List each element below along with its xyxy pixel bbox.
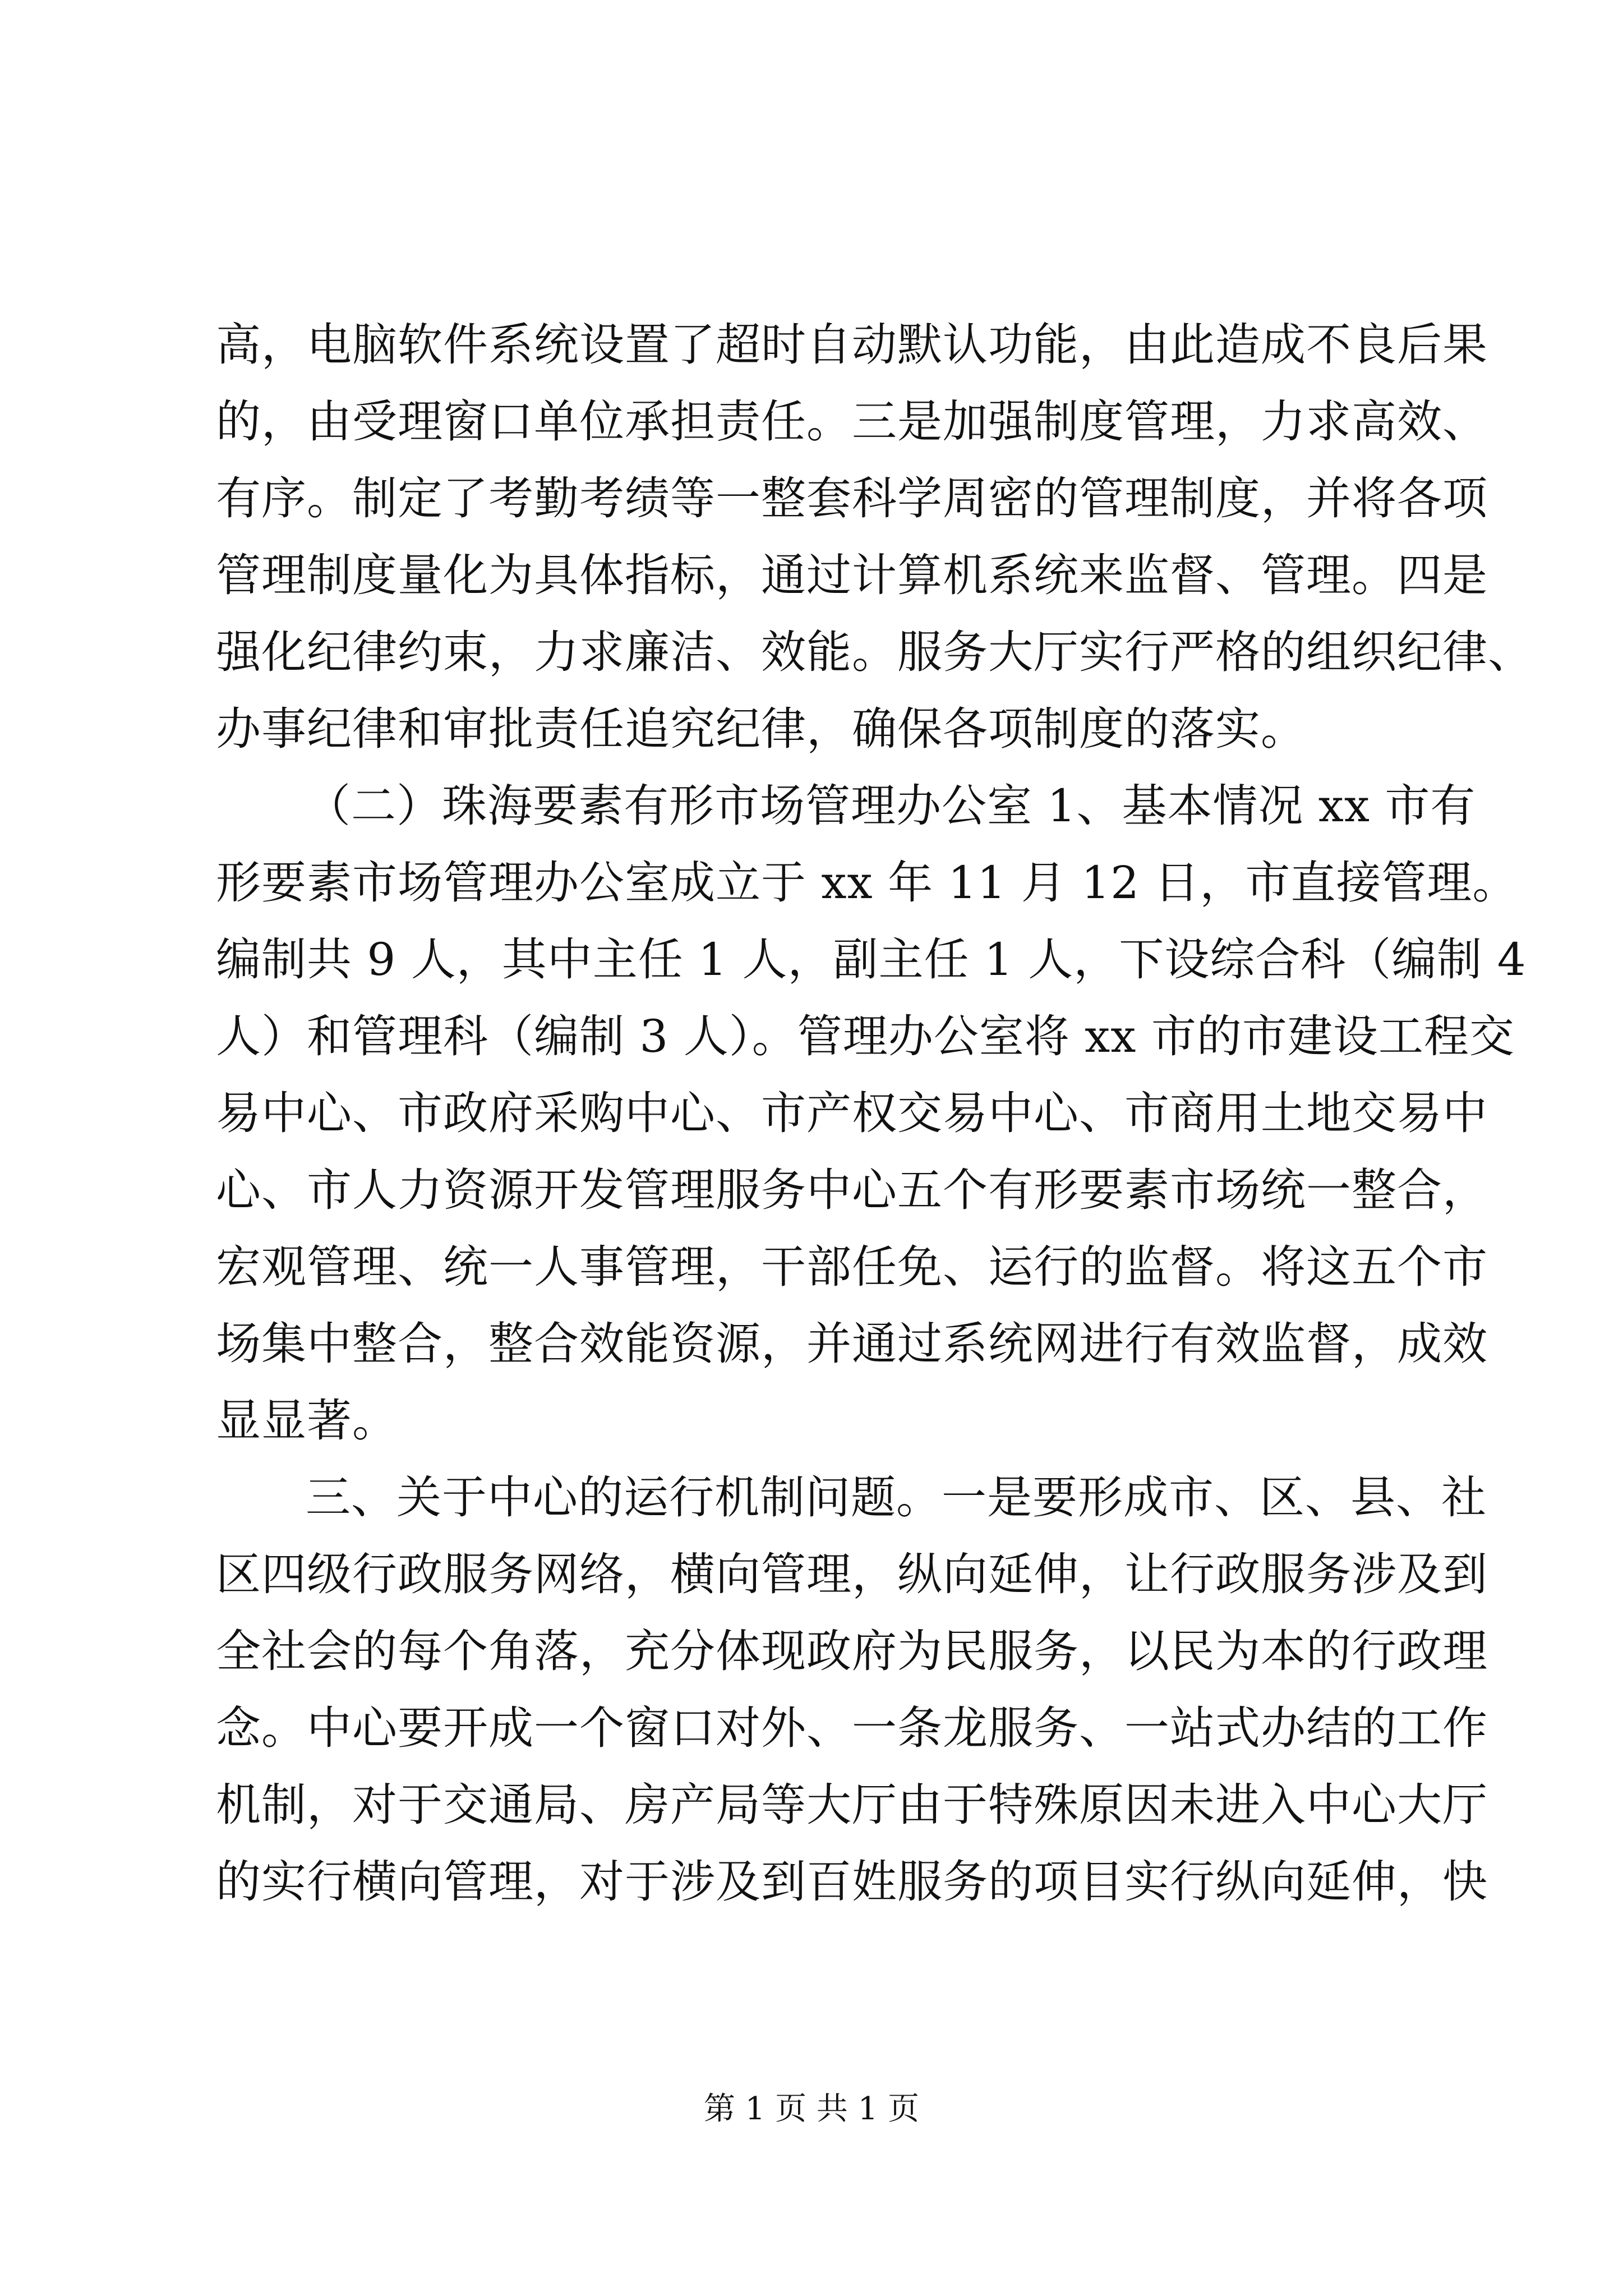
text-line: 办事纪律和审批责任追究纪律，确保各项制度的落实。 (216, 703, 1306, 755)
text-line: 高，电脑软件系统设置了超时自动默认功能，由此造成不良后果 (216, 319, 1488, 371)
text-line: 场集中整合，整合效能资源，并通过系统网进行有效监督，成效 (216, 1318, 1488, 1370)
text-line: 全社会的每个角落，充分体现政府为民服务，以民为本的行政理 (216, 1625, 1488, 1677)
text-line: 机制，对于交通局、房产局等大厅由于特殊原因未进入中心大厅 (216, 1779, 1488, 1831)
text-line: 心、市人力资源开发管理服务中心五个有形要素市场统一整合， (216, 1164, 1488, 1216)
text-line: 管理制度量化为具体指标，通过计算机系统来监督、管理。四是 (216, 549, 1488, 601)
text-line: 强化纪律约束，力求廉洁、效能。服务大厅实行严格的组织纪律、 (216, 626, 1533, 678)
text-line: 有序。制定了考勤考绩等一整套科学周密的管理制度，并将各项 (216, 472, 1488, 524)
text-line: 的，由受理窗口单位承担责任。三是加强制度管理，力求高效、 (216, 395, 1488, 448)
page-footer: 第 1 页 共 1 页 (703, 2091, 920, 2127)
paragraph-first-line: 三、关于中心的运行机制问题。一是要形成市、区、县、社 (306, 1471, 1487, 1524)
text-line: 显显著。 (216, 1395, 398, 1447)
text-line: 的实行横向管理，对于涉及到百姓服务的项目实行纵向延伸，快 (216, 1856, 1488, 1908)
text-line: 宏观管理、统一人事管理，干部任免、运行的监督。将这五个市 (216, 1241, 1488, 1293)
text-line: 念。中心要开成一个窗口对外、一条龙服务、一站式办结的工作 (216, 1702, 1488, 1754)
text-line: 人）和管理科（编制 3 人）。管理办公室将 xx 市的市建设工程交 (216, 1010, 1515, 1062)
text-line: 编制共 9 人，其中主任 1 人，副主任 1 人，下设综合科（编制 4 (216, 933, 1527, 986)
paragraph-first-line: （二）珠海要素有形市场管理办公室 1、基本情况 xx 市有 (306, 780, 1476, 832)
text-line: 形要素市场管理办公室成立于 xx 年 11 月 12 日，市直接管理。 (216, 857, 1518, 909)
text-line: 易中心、市政府采购中心、市产权交易中心、市商用土地交易中 (216, 1087, 1488, 1139)
text-line: 区四级行政服务网络，横向管理，纵向延伸，让行政服务涉及到 (216, 1548, 1488, 1600)
